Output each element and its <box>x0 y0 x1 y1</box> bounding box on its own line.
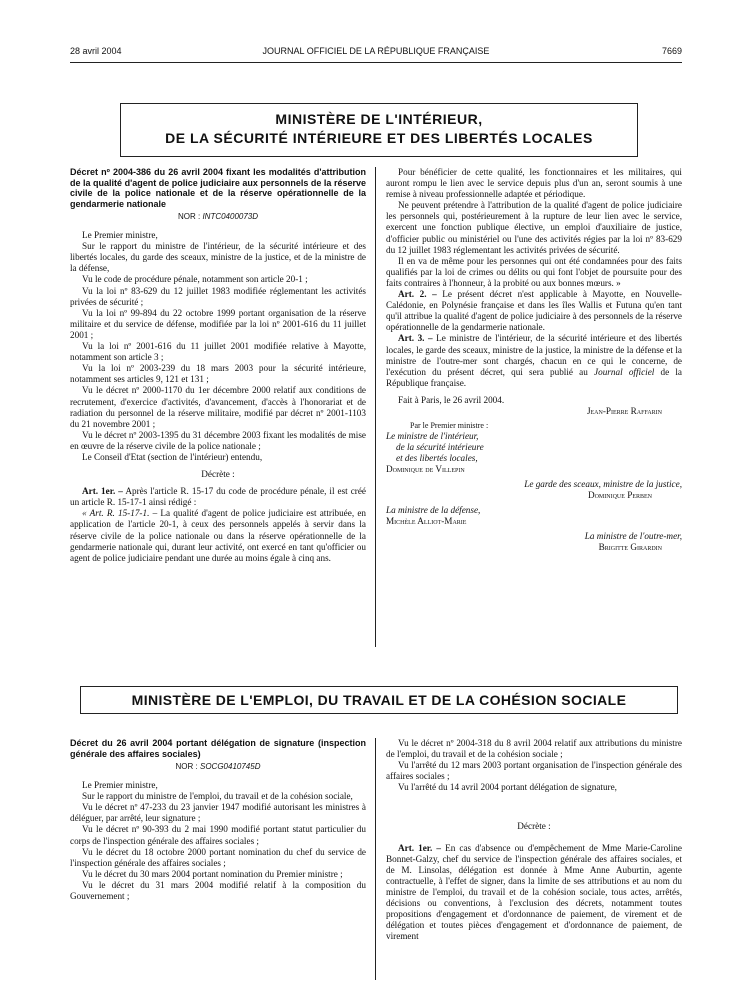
visa-paragraph: Vu la loi nº 2001-616 du 11 juillet 2001 modifiée relative à Mayotte, notamment son article 3 ; <box>70 341 366 363</box>
visa-paragraph: Le Premier ministre, <box>82 230 158 241</box>
nor-code: SOCG0410745D <box>199 762 261 771</box>
visa-paragraph: Vu le décret du 30 mars 2004 portant nomination du Premier ministre ; <box>82 868 343 879</box>
signer-justice: Dominique Perben <box>587 489 652 500</box>
article-1-text: En cas d'absence ou d'empêchement de Mme Marie-Caroline Bonnet-Galzy, chef du service de l'inspection générale des affaires sociales, et de M. Linsolas, délégation est donnée à Mme Anne Auburtin, agente contractuelle, à l'effet de signer, dans la limite de ses attributions et au nom du ministre de l'emploi, du travail et de la cohésion sociale, tous actes, arrêtés, décisions ou conventions, à l'exclusion des décrets, notamment toutes propositions d'engagement et d'ordonnance de paiement, de virement et de délégation et toutes pièces d'engagement et d'ordonnance de paiement, de virement <box>386 842 682 942</box>
signer-defense: Michèle Alliot-Marie <box>386 515 467 526</box>
decree-title: Décret nº 2004-386 du 26 avril 2004 fixant les modalités d'attribution de la qualité d'agent de police judiciaire aux personnels de la réserve civile de la police nationale et de la réserve opérationnelle de la gendarmerie nationale <box>70 167 366 209</box>
header-date: 28 avril 2004 <box>70 46 122 56</box>
ministre-interieur-line1: Le ministre de l'intérieur, <box>386 430 479 441</box>
garde-des-sceaux: Le garde des sceaux, ministre de la justice, <box>524 478 682 489</box>
article-1 <box>70 486 366 508</box>
nor-reference <box>70 211 366 222</box>
nor-code: INTC0400073D <box>202 212 259 221</box>
visa-paragraph: Vu la loi nº 2003-239 du 18 mars 2003 pour la sécurité intérieure, notamment ses articles 9, 121 et 131 ; <box>70 363 366 385</box>
column-divider <box>375 167 376 647</box>
visa-paragraph: Vu la loi nº 99-894 du 22 octobre 1999 portant organisation de la réserve militaire et du service de défense, modifiée par la loi nº 2001-616 du 11 juillet 2001 ; <box>70 307 366 340</box>
visa-paragraph: Vu le décret du 18 octobre 2000 portant nomination du chef du service de l'inspection générale des affaires sociales ; <box>70 846 366 868</box>
ministry-heading-emploi: MINISTÈRE DE L'EMPLOI, DU TRAVAIL ET DE LA COHÉSION SOCIALE <box>80 686 678 714</box>
article-3 <box>386 333 682 388</box>
fait-a-paris: Fait à Paris, le 26 avril 2004. <box>398 394 505 405</box>
article-2-text: Le présent décret n'est applicable à Mayotte, en Nouvelle-Calédonie, en Polynésie française et dans les îles Wallis et Futuna qu'en tant qu'il attribue la qualité d'agent de police judiciaire à des personnels de la réserve opérationnelle de la gendarmerie nationale. <box>386 289 682 333</box>
article-r-text: La qualité d'agent de police judiciaire est attribuée, en application de l'article 20-1, à ceux des personnels appelés à servir dans la réserve civile de la police nationale ou dans la réserve opérationnelle de la gendarmerie nationale qui, durant leur activité, ont exercé en tant qu'officier ou agent de police judiciaire pendant une durée au moins égale à cinq ans. <box>70 508 367 563</box>
header-journal-title: JOURNAL OFFICIEL DE LA RÉPUBLIQUE FRANÇAISE <box>262 46 490 56</box>
ministry-heading-interieur <box>120 103 638 157</box>
decrete-heading-2: Décrète : <box>517 821 551 832</box>
visa-paragraph: Vu l'arrêté du 12 mars 2003 portant organisation de l'inspection générale des affaires sociales ; <box>386 760 682 782</box>
par-premier-ministre: Par le Premier ministre : <box>410 420 489 430</box>
paragraph: Ne peuvent prétendre à l'attribution de la qualité d'agent de police judiciaire les personnels qui, postérieurement à la rupture de leur lien avec le service, exercent une fonction publique élective, un emploi d'auxiliaire de justice, d'officier public ou ministériel ou l'une des activités régies par la loi nº 83-629 du 12 juillet 1983 réglementant les activités privées de sécurité. <box>386 200 682 255</box>
article-1-section2 <box>386 843 682 943</box>
nor-reference-2 <box>70 761 366 772</box>
visa-paragraph: Vu le décret nº 2004-318 du 8 avril 2004 relatif aux attributions du ministre de l'emploi, du travail et de la cohésion sociale ; <box>386 738 682 760</box>
ministre-interieur-line2: de la sécurité intérieure <box>396 441 484 452</box>
section2-left-column <box>70 738 366 902</box>
paragraph: Il en va de même pour les personnes qui ont été condamnées pour des faits qualifiés par la loi de crimes ou délits ou qui font l'objet de poursuite pour des faits contraires à l'honneur, à la probité ou aux bonnes mœurs. » <box>386 255 682 288</box>
visa-paragraph: Vu la loi nº 83-629 du 12 juillet 1983 modifiée réglementant les activités privées de sécurité ; <box>70 285 366 307</box>
ministre-defense: La ministre de la défense, <box>386 504 481 515</box>
section1-left-column <box>70 167 366 564</box>
nor-label: NOR : <box>177 212 201 221</box>
section1-right-column <box>386 167 682 553</box>
decrete-heading: Décrète : <box>201 469 235 480</box>
visa-paragraph: Vu le décret nº 90-393 du 2 mai 1990 modifié portant statut particulier du corps de l'inspection générale des affaires sociales ; <box>70 824 366 846</box>
visa-paragraph: Vu le code de procédure pénale, notamment son article 20-1 ; <box>82 274 308 285</box>
visa-paragraph: Vu le décret nº 2003-1395 du 31 décembre 2003 fixant les modalités de mise en œuvre de la réserve civile de la police nationale ; <box>70 429 366 451</box>
signatures <box>386 406 682 553</box>
article-3-label: Art. 3. – <box>398 333 433 344</box>
article-2-label: Art. 2. – <box>398 289 437 300</box>
ministre-interieur-line3: et des libertés locales, <box>396 452 478 463</box>
ministry-line-2: DE LA SÉCURITÉ INTÉRIEURE ET DES LIBERTÉS LOCALES <box>165 130 593 146</box>
ministry-line-1: MINISTÈRE DE L'INTÉRIEUR, <box>275 111 483 127</box>
decree-title-2: Décret du 26 avril 2004 portant délégation de signature (inspection générale des affaires sociales) <box>70 738 366 759</box>
paragraph: Pour bénéficier de cette qualité, les fonctionnaires et les militaires, qui auront rompu le lien avec le service depuis plus d'un an, seront soumis à une remise à niveau professionnelle adaptée et périodique. <box>386 167 682 200</box>
visa-paragraph: Le Premier ministre, <box>82 780 158 791</box>
section2-right-column <box>386 738 682 942</box>
visa-paragraph: Le Conseil d'Etat (section de l'intérieur) entendu, <box>82 451 263 462</box>
article-1-label: Art. 1er. – <box>398 842 442 853</box>
page-header <box>70 46 682 60</box>
header-rule <box>70 62 682 63</box>
article-1-label: Art. 1er. – <box>82 486 123 497</box>
visa-paragraph: Vu le décret nº 47-233 du 23 janvier 1947 modifié autorisant les ministres à déléguer, par arrêté, leur signature ; <box>70 802 366 824</box>
ministre-outremer: La ministre de l'outre-mer, <box>584 530 682 541</box>
article-2 <box>386 289 682 333</box>
article-3-text: Le ministre de l'intérieur, de la sécurité intérieure et des libertés locales, le garde des sceaux, ministre de la justice, la ministre de la défense et la ministre de l'outre-mer sont chargés, chacun en ce qui le concerne, de l'exécution du présent décret, qui sera publié au <box>386 333 683 377</box>
visa-paragraph: Sur le rapport du ministre de l'intérieur, de la sécurité intérieure et des libertés locales, du garde des sceaux, ministre de la justice, et de la ministre de la défense, <box>70 241 366 274</box>
visa-paragraph: Vu l'arrêté du 14 avril 2004 portant délégation de signature, <box>398 782 617 793</box>
article-r-label: « Art. R. 15-17-1. – <box>82 508 158 519</box>
visa-paragraph: Vu le décret nº 2000-1170 du 1er décembre 2000 relatif aux conditions de recrutement, d'exercice d'activités, d'avancement, d'accès à l'honorariat et de radiation du personnel de la réserve militaire, modifié par décret nº 2001-1103 du 21 novembre 2001 ; <box>70 385 366 429</box>
nor-label: NOR : <box>175 762 198 771</box>
signer-outremer: Brigitte Girardin <box>598 541 662 552</box>
journal-officiel-ref: Journal officiel <box>594 366 655 377</box>
article-1-text: Après l'article R. 15-17 du code de procédure pénale, il est créé un article R. 15-17-1 ainsi rédigé : <box>70 486 366 508</box>
article-3-text-end: de la République française. <box>386 366 683 388</box>
visa-paragraph: Sur le rapport du ministre de l'emploi, du travail et de la cohésion sociale, <box>82 791 353 802</box>
signer-interieur: Dominique de Villepin <box>386 463 465 474</box>
visa-paragraph: Vu le décret du 31 mars 2004 modifié relatif à la composition du Gouvernement ; <box>70 879 366 902</box>
article-r-15-17-1 <box>70 508 366 563</box>
column-divider-2 <box>375 738 376 980</box>
signer-premier-ministre: Jean-Pierre Raffarin <box>586 405 662 416</box>
header-page-number: 7669 <box>661 46 682 56</box>
